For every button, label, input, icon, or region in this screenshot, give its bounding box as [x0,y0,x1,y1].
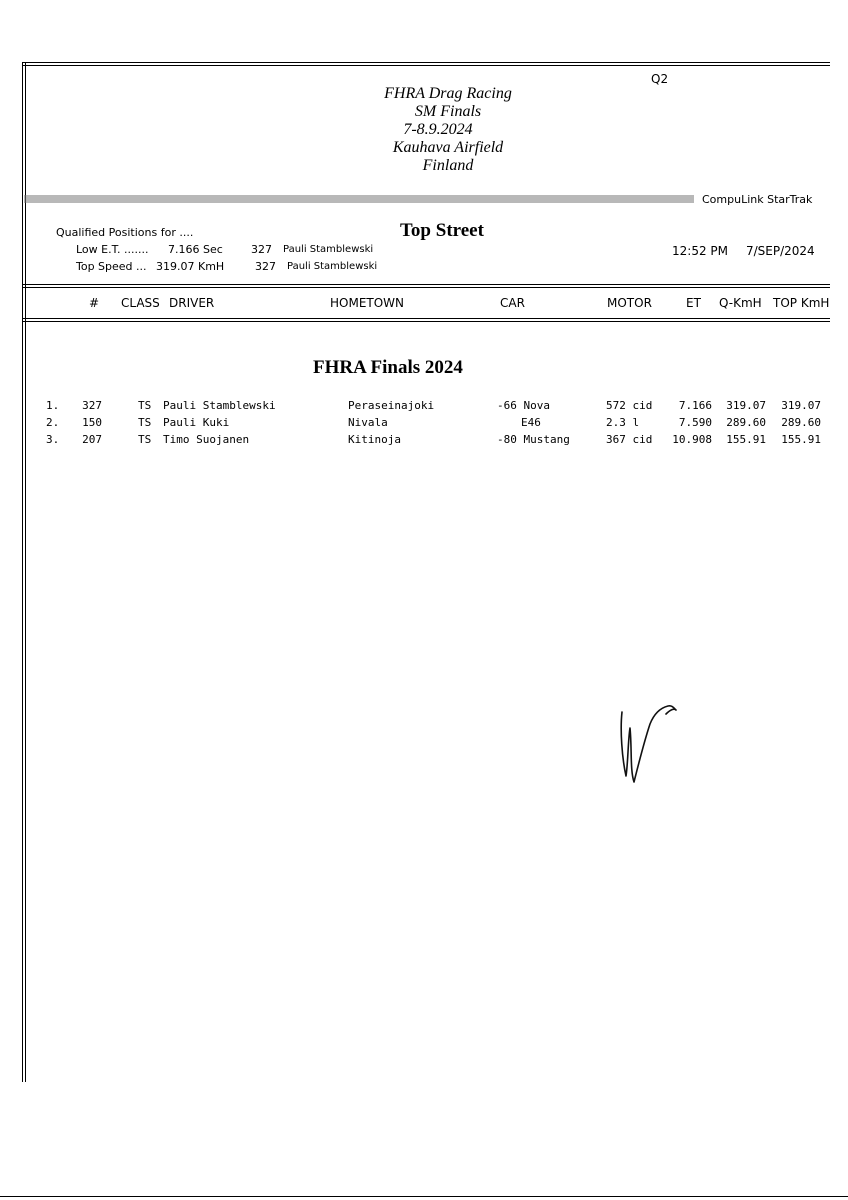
et-value: 7.166 [678,399,712,412]
car-number: 207 [82,433,102,446]
q-kmh-value: 289.60 [726,416,766,429]
position: 1. [46,399,60,412]
table-row [0,399,848,416]
top-kmh-value: 155.91 [781,433,821,446]
top-speed-value: 319.07 KmH [156,260,225,273]
col-class-header: CLASS [121,296,160,310]
class-title: Top Street [400,220,484,241]
top-speed-driver: Pauli Stamblewski [287,261,378,272]
et-value: 7.590 [678,416,712,429]
dotted-separator [24,195,694,203]
col-motor-header: MOTOR [607,296,652,310]
col-car-header: CAR [500,296,525,310]
left-frame-line [22,62,26,1082]
class-code: TS [138,399,152,412]
col-hometown-header: HOMETOWN [330,296,405,310]
event-title-block [348,85,548,175]
class-code: TS [138,416,152,429]
col-et-header: ET [686,296,701,310]
low-et-car-number: 327 [251,243,272,256]
et-value: 10.908 [672,433,712,446]
car-number: 150 [82,416,102,429]
top-frame-line [22,62,830,66]
table-row [0,416,848,433]
col-number-header: # [89,296,100,310]
motor: 572 cid [606,399,653,412]
motor: 2.3 l [606,416,640,429]
driver-name: Timo Suojanen [163,433,250,446]
col-q-kmh-header: Q-KmH [719,296,762,310]
signature [610,690,690,790]
low-et-driver: Pauli Stamblewski [283,244,374,255]
event-title-line: Kauhava Airfield [392,139,504,156]
low-et-label: Low E.T. ....... [76,243,149,256]
event-title-line: FHRA Drag Racing [384,85,512,102]
page-bottom-line [0,1196,848,1197]
driver-name: Pauli Stamblewski [163,399,276,412]
q-kmh-value: 155.91 [726,433,766,446]
table-row [0,433,848,450]
event-title-line: Finland [422,157,474,174]
car-name: E46 [521,416,541,429]
event-title-line: SM Finals [414,103,482,120]
car-number: 327 [82,399,102,412]
hometown: Nivala [348,416,388,429]
position: 3. [46,433,60,446]
hometown: Kitinoja [348,433,401,446]
report-time: 12:52 PM [672,244,728,258]
top-kmh-value: 319.07 [781,399,821,412]
driver-name: Pauli Kuki [163,416,230,429]
top-speed-label: Top Speed ... [76,260,147,273]
column-header-bottom-line [22,318,830,322]
qualified-label: Qualified Positions for .... [56,226,194,239]
class-code: TS [138,433,152,446]
car-name: -80 Mustang [497,433,570,446]
position: 2. [46,416,60,429]
event-title-line: 7-8.9.2024 [403,121,473,138]
report-date: 7/SEP/2024 [746,244,815,258]
q-kmh-value: 319.07 [726,399,766,412]
sheet-code: Q2 [651,72,669,86]
section-title: FHRA Finals 2024 [313,357,463,378]
hometown: Peraseinajoki [348,399,435,412]
top-kmh-value: 289.60 [781,416,821,429]
timing-system-label: CompuLink StarTrak [702,193,813,206]
low-et-value: 7.166 Sec [168,243,223,256]
motor: 367 cid [606,433,653,446]
column-header-top-line [22,284,830,288]
col-top-kmh-header: TOP KmH [773,296,830,310]
col-driver-header: DRIVER [169,296,215,310]
car-name: -66 Nova [497,399,550,412]
top-speed-car-number: 327 [255,260,276,273]
